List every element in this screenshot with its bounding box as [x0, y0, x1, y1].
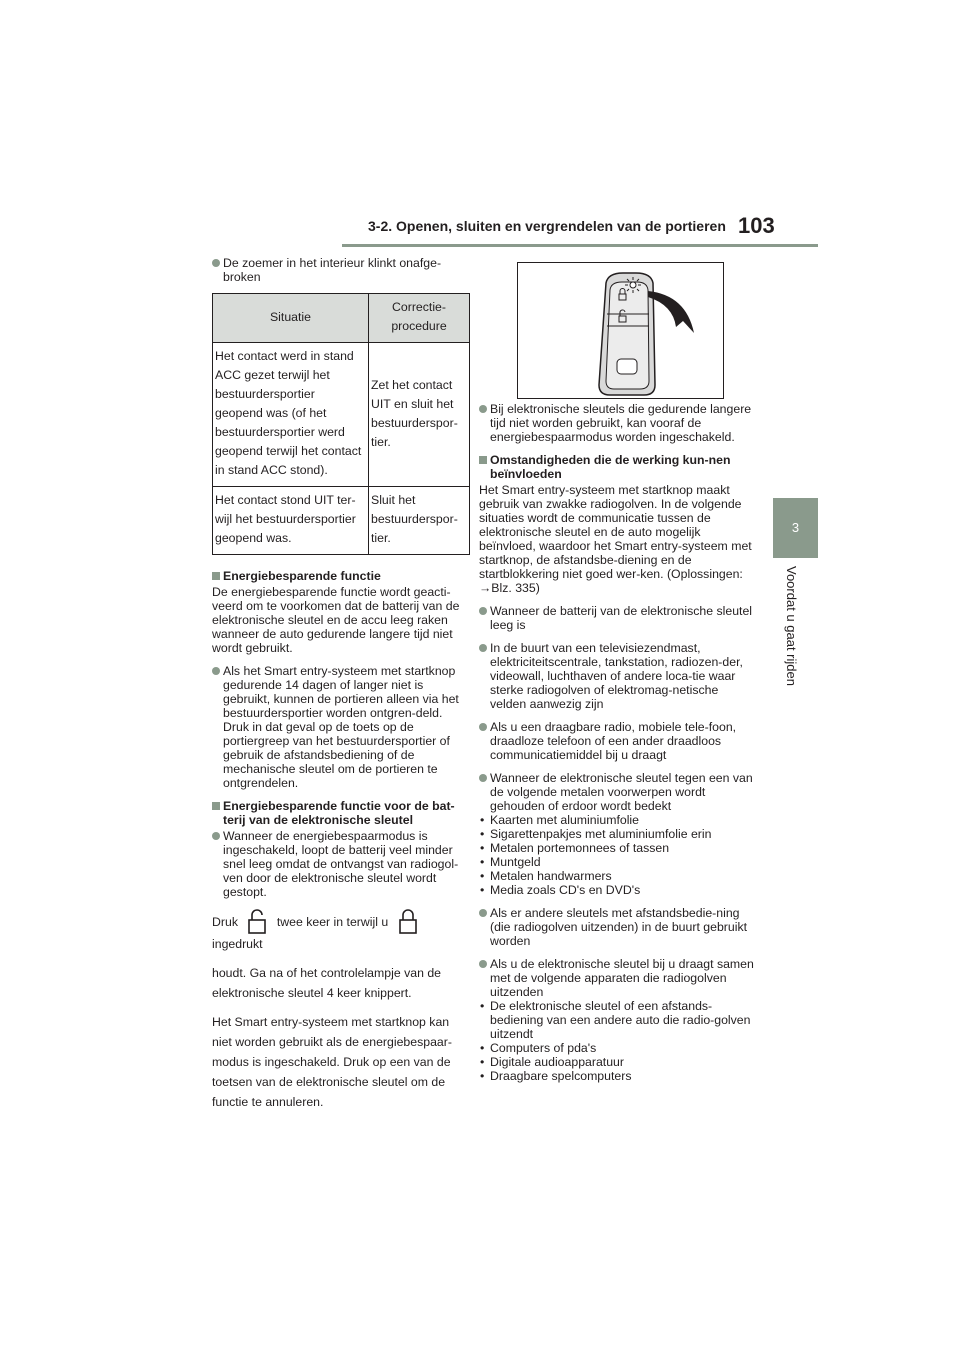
press-text-b: twee keer in terwijl u	[276, 915, 389, 929]
heading-circumstances: Omstandigheden die de werking kun-nen beïnvloeden	[479, 453, 757, 481]
table-header-situation: Situatie	[213, 294, 369, 343]
bullet-buzzer: De zoemer in het interieur klinkt onafge-broken	[212, 256, 470, 284]
list-item: • Metalen handwarmers	[479, 869, 757, 883]
list-item: • Draagbare spelcomputers	[479, 1069, 757, 1083]
key-illustration	[517, 262, 724, 399]
lock-icon	[398, 908, 418, 934]
page-number: 103	[738, 213, 775, 238]
list-item: • Digitale audioapparatuur	[479, 1055, 757, 1069]
bullet-radio-tower: In de buurt van een televisiezendmast, elektriciteitscentrale, tankstation, radiozen-der, videowall, luchthaven of andere loca-tie waar sterke radiogolven of elektromag-netische velden aanwezig zijn	[479, 641, 757, 711]
table-cell: Het contact werd in stand ACC gezet terwijl het bestuurdersportier geopend was (of het bestuurdersportier werd geopend terwijl het contact in stand ACC stond).	[213, 343, 369, 487]
bullet-unused-keys: Bij elektronische sleutels die gedurende langere tijd niet worden gebruikt, kan vooraf de energiebespaarmodus worden ingeschakeld.	[479, 402, 757, 444]
header-rule	[342, 244, 818, 247]
list-item: • Sigarettenpakjes met aluminiumfolie erin	[479, 827, 757, 841]
para-cancel: Het Smart entry-systeem met startknop kan niet worden gebruikt als de energiebespaar-modus is ingeschakeld. Druk op een van de toetsen van de elektronische sleutel om de functie te annuleren.	[212, 1015, 452, 1109]
bullet-portable-radio: Als u een draagbare radio, mobiele tele-foon, draadloze telefoon of een ander draadloos communicatiemiddel bij u draagt	[479, 720, 757, 762]
list-item: • Kaarten met aluminiumfolie	[479, 813, 757, 827]
list-item: • Media zoals CD's en DVD's	[479, 883, 757, 897]
para-energy-saving: De energiebesparende functie wordt geacti-veerd om te voorkomen dat de batterij van de elektronische sleutel en de accu leeg raken wanneer de auto gedurende langere tijd niet wordt gebruikt.	[212, 585, 460, 655]
table-row	[213, 343, 470, 487]
press-text-a: Druk	[212, 915, 238, 929]
press-text-c: ingedrukt	[212, 937, 263, 951]
bullet-smart-entry: Als het Smart entry-systeem met startknop gedurende 14 dagen of langer niet is gebruikt, kunnen de portieren alleen via het bestuurdersportier worden ontgren-deld. Druk in dat geval op de toets op de portiergreep van het bestuurdersportier of gebruik de afstandsbediening of de mechanische sleutel om de portieren te ontgrendelen.	[212, 664, 470, 790]
press-instruction	[212, 908, 470, 954]
list-item: • Computers of pda's	[479, 1041, 757, 1055]
table-cell: Sluit het bestuurderspor-tier.	[369, 487, 470, 555]
para-hold: houdt. Ga na of het controlelampje van de elektronische sleutel 4 keer knippert.	[212, 966, 442, 1000]
bullet-metal-objects: Wanneer de elektronische sleutel tegen een van de volgende metalen voorwerpen wordt gehouden of erdoor wordt bedekt	[479, 771, 757, 813]
metal-objects-list	[479, 813, 757, 897]
table-cell: Zet het contact UIT en sluit het bestuurderspor-tier.	[369, 343, 470, 487]
devices-list	[479, 999, 757, 1083]
bullet-battery-empty: Wanneer de batterij van de elektronische sleutel leeg is	[479, 604, 757, 632]
table-cell: Het contact stond UIT ter-wijl het bestuurdersportier geopend was.	[213, 487, 369, 555]
right-column	[479, 402, 757, 1092]
list-item: • Muntgeld	[479, 855, 757, 869]
bullet-devices: Als u de elektronische sleutel bij u draagt samen met de volgende apparaten die radiogolven uitzenden	[479, 957, 757, 999]
list-item: • De elektronische sleutel of een afstands-bediening van een andere auto die radio-golven uitzendt	[479, 999, 757, 1041]
header-title: 3-2. Openen, sluiten en vergrendelen van de portieren	[368, 218, 726, 234]
chapter-label: Voordat u gaat rijden	[784, 566, 799, 686]
list-item: • Metalen portemonnees of tassen	[479, 841, 757, 855]
left-column	[212, 256, 470, 1121]
heading-energy-saving: Energiebesparende functie	[212, 569, 470, 583]
table-header-procedure: Correctie-procedure	[369, 294, 470, 343]
para-circumstances: Het Smart entry-systeem met startknop maakt gebruik van zwakke radiogolven. In de volgende situaties wordt de communicatie tussen de elektronische sleutel en de auto mogelijk beïnvloed, waardoor het Smart entry-systeem met startknop, de afstandsbe-diening en de startblokkering niet goed wer-ken. (Oplossingen: →Blz. 335)	[479, 483, 752, 595]
table-row	[213, 487, 470, 555]
chapter-tab: 3	[773, 498, 818, 558]
heading-battery-saving: Energiebesparende functie voor de bat-terij van de elektronische sleutel	[212, 799, 470, 827]
situation-table	[212, 293, 470, 555]
bullet-other-keys: Als er andere sleutels met afstandsbedie-ning (die radiogolven uitzenden) in de buurt gebruikt worden	[479, 906, 757, 948]
unlock-icon	[247, 908, 267, 934]
bullet-battery-saving: Wanneer de energiebespaarmodus is ingeschakeld, loopt de batterij veel minder snel leeg omdat de ontvangst van radiogol-ven door de elektronische sleutel wordt gestopt.	[212, 829, 470, 899]
